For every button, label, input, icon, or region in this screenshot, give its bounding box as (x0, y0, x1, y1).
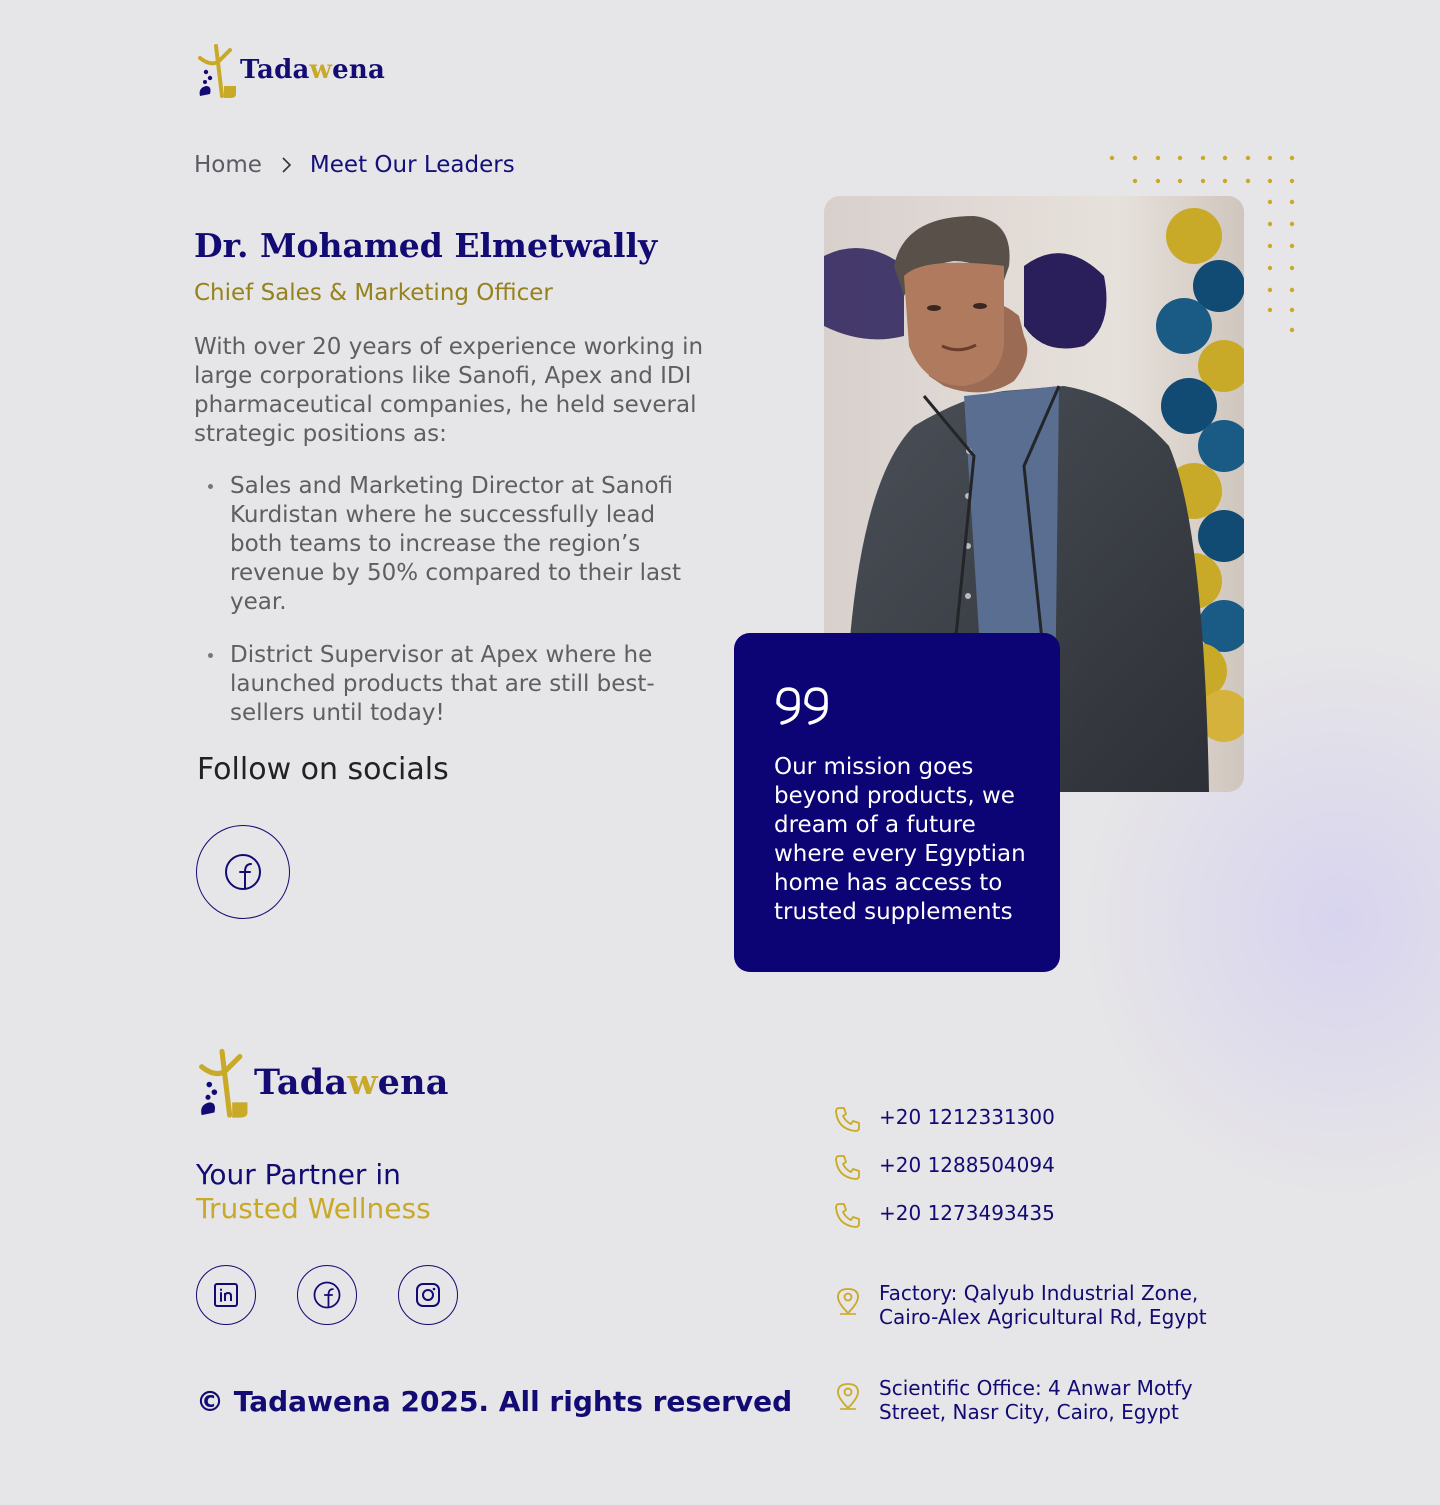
logo-wordmark: Tadawena (254, 1061, 449, 1103)
header-logo[interactable] (194, 42, 385, 98)
tagline-line-2: Trusted Wellness (196, 1192, 431, 1225)
location-pin-icon (834, 1382, 862, 1410)
copyright-text: © Tadawena 2025. All rights reserved (196, 1385, 793, 1418)
factory-address (834, 1281, 1207, 1329)
footer-logo[interactable] (194, 1046, 449, 1118)
phone-icon (834, 1153, 862, 1181)
list-item: Sales and Marketing Director at Sanofi Kurdistan where he successfully lead both teams to increase the region’s revenue by 50% compared to their last year. (194, 472, 714, 617)
facebook-icon (224, 853, 262, 891)
linkedin-icon (213, 1282, 239, 1308)
phone-link[interactable] (834, 1153, 1055, 1181)
phone-icon (834, 1201, 862, 1229)
facebook-button[interactable] (196, 825, 290, 919)
location-pin-icon (834, 1287, 862, 1315)
phone-number: +20 1288504094 (879, 1153, 1055, 1177)
breadcrumb (194, 152, 515, 178)
phone-link[interactable] (834, 1201, 1055, 1229)
follow-socials-heading: Follow on socials (197, 752, 449, 787)
logo-mark-icon (194, 42, 238, 98)
breadcrumb-current: Meet Our Leaders (309, 152, 515, 178)
leader-bio: With over 20 years of experience working in large corporations like Sanofi, Apex and IDI pharmaceutical companies, he held several strategic positions as: (194, 334, 704, 447)
phone-icon (834, 1105, 862, 1133)
leader-role: Chief Sales & Marketing Officer (194, 280, 553, 306)
list-item: District Supervisor at Apex where he launched products that are still best-sellers until today! (194, 641, 714, 728)
office-address (834, 1376, 1193, 1424)
facebook-button[interactable] (297, 1265, 357, 1325)
instagram-button[interactable] (398, 1265, 458, 1325)
address-line: Scientific Office: 4 Anwar Motfy (879, 1376, 1193, 1400)
phone-link[interactable] (834, 1105, 1055, 1133)
chevron-right-icon (276, 155, 296, 175)
phone-number: +20 1212331300 (879, 1105, 1055, 1129)
footer-social-links (196, 1265, 458, 1325)
address-line: Cairo-Alex Agricultural Rd, Egypt (879, 1305, 1207, 1329)
quote-icon (774, 685, 830, 725)
address-line: Factory: Qalyub Industrial Zone, (879, 1281, 1199, 1305)
quote-text: Our mission goes beyond products, we dream of a future where every Egyptian home has access to trusted supplements (774, 754, 1026, 925)
breadcrumb-home-link[interactable]: Home (194, 152, 262, 178)
positions-list (194, 472, 714, 752)
phone-number: +20 1273493435 (879, 1201, 1055, 1225)
instagram-icon (415, 1282, 441, 1308)
linkedin-button[interactable] (196, 1265, 256, 1325)
footer-tagline (196, 1158, 431, 1226)
facebook-icon (313, 1281, 341, 1309)
address-line: Street, Nasr City, Cairo, Egypt (879, 1400, 1179, 1424)
mission-quote-card (734, 633, 1060, 972)
leader-name: Dr. Mohamed Elmetwally (194, 226, 658, 265)
logo-wordmark: Tadawena (240, 55, 386, 85)
logo-mark-icon (194, 1046, 250, 1118)
tagline-line-1: Your Partner in (196, 1158, 401, 1191)
